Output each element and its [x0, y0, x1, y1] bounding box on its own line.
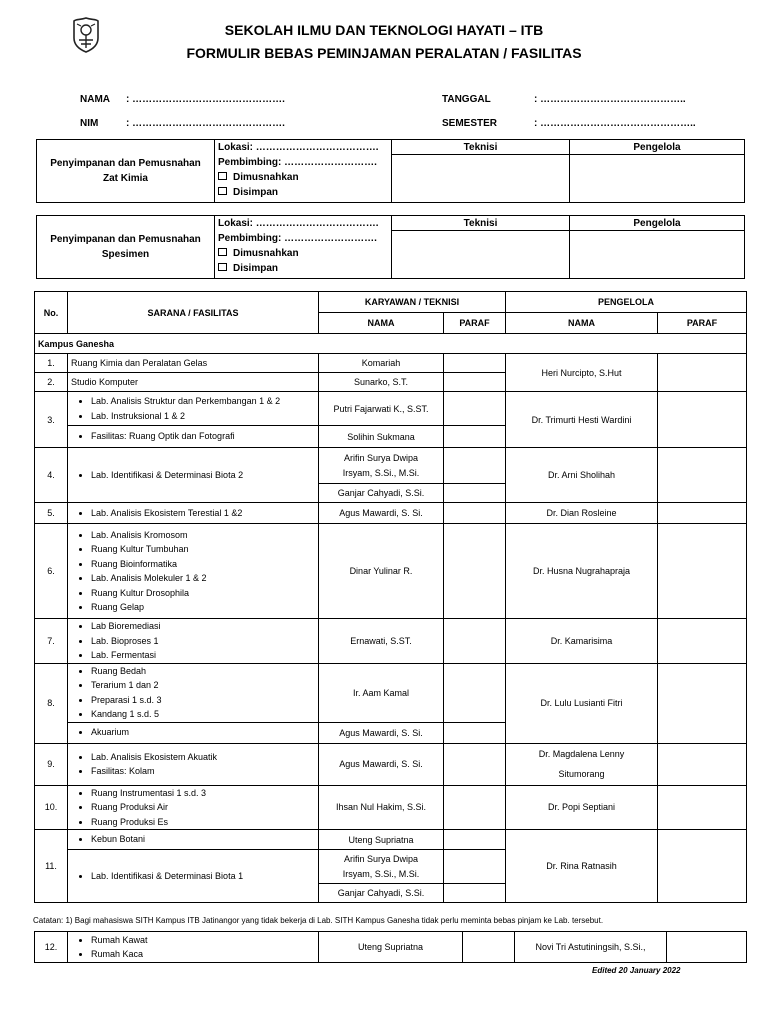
table-row: 10. • Ruang Instrumentasi 1 s.d. 3 • Ruang Produksi Air • Ruang Produksi Es Ihsan Nul Hakim, S.Si. Dr. Popi Septiani — [35, 785, 747, 830]
facilities-table — [34, 291, 747, 903]
col-no: No. — [35, 292, 68, 334]
pengelola-sign-cell[interactable] — [570, 155, 745, 203]
nim-label: NIM — [80, 118, 99, 129]
paraf-cell[interactable] — [444, 503, 506, 524]
pengelola-sign-cell[interactable] — [570, 231, 745, 279]
storage-box-spesimen — [36, 215, 745, 279]
paraf-cell[interactable] — [444, 354, 506, 373]
paraf-cell[interactable] — [444, 722, 506, 743]
paraf-cell[interactable] — [658, 830, 747, 903]
storage-details — [215, 216, 392, 279]
pengelola-header: Pengelola — [570, 140, 745, 155]
table-row: • Akuarium Agus Mawardi, S. Si. — [35, 722, 747, 743]
paraf-cell[interactable] — [444, 484, 506, 503]
paraf-cell[interactable] — [444, 743, 506, 785]
tanggal-label: TANGGAL — [442, 94, 491, 105]
paraf-cell[interactable] — [444, 448, 506, 484]
table-row: 4. • Lab. Identifikasi & Determinasi Biota 2 Arifin Surya Dwipa Irsyam, S.Si., M.Si. Dr. Arni Sholihah — [35, 448, 747, 484]
pembimbing-field[interactable]: Pembimbing: ………………………. — [218, 233, 377, 244]
col-paraf: PARAF — [444, 313, 506, 334]
paraf-cell[interactable] — [658, 619, 747, 664]
table-row: 3. • Lab. Analisis Struktur dan Perkembangan 1 & 2 • Lab. Instruksional 1 & 2 Putri Fajarwati K., S.ST. Dr. Trimurti Hesti Wardini — [35, 392, 747, 426]
tanggal-field[interactable]: : …………………………………….. — [534, 94, 686, 105]
paraf-cell[interactable] — [658, 785, 747, 830]
nama-label: NAMA — [80, 94, 110, 105]
table-row: • Lab. Identifikasi & Determinasi Biota 1 Arifin Surya Dwipa Irsyam, S.Si., M.Si. — [35, 850, 747, 884]
semester-field[interactable]: : ……………………………………….. — [534, 118, 696, 129]
storage-box-zat-kimia — [36, 139, 745, 203]
checkbox-icon[interactable] — [218, 248, 227, 256]
semester-label: SEMESTER — [442, 118, 498, 129]
table-row: Ganjar Cahyadi, S.Si. — [35, 484, 747, 503]
disimpan-option[interactable]: Disimpan — [218, 261, 388, 276]
paraf-cell[interactable] — [444, 392, 506, 426]
pembimbing-field[interactable]: Pembimbing: ………………………. — [218, 157, 377, 168]
storage-title: Penyimpanan dan Pemusnahan Zat Kimia — [37, 140, 215, 203]
table-row: Ganjar Cahyadi, S.Si. — [35, 884, 747, 903]
table-row: 7. • Lab Bioremediasi • Lab. Bioproses 1 • Lab. Fermentasi Ernawati, S.ST. Dr. Kamarisima — [35, 619, 747, 664]
table-row: 8. • Ruang Bedah • Terarium 1 dan 2 • Preparasi 1 s.d. 3 • Kandang 1 s.d. 5 Ir. Aam Kamal Dr. Lulu Lusianti Fitri — [35, 663, 747, 722]
edited-date: Edited 20 January 2022 — [592, 966, 681, 975]
paraf-cell[interactable] — [658, 743, 747, 785]
form-title: FORMULIR BEBAS PEMINJAMAN PERALATAN / FASILITAS — [186, 45, 582, 61]
paraf-cell[interactable] — [444, 785, 506, 830]
paraf-cell[interactable] — [658, 524, 747, 619]
checkbox-icon[interactable] — [218, 172, 227, 180]
teknisi-sign-cell[interactable] — [392, 231, 570, 279]
table-row: 1. Ruang Kimia dan Peralatan Gelas Komariah Heri Nurcipto, S.Hut — [35, 354, 747, 373]
table-row: 2. Studio Komputer Sunarko, S.T. — [35, 373, 747, 392]
paraf-cell[interactable] — [444, 830, 506, 850]
paraf-cell[interactable] — [658, 354, 747, 392]
paraf-cell[interactable] — [444, 619, 506, 664]
paraf-cell[interactable] — [444, 850, 506, 884]
dimusnahkan-option[interactable]: Dimusnahkan — [218, 170, 388, 185]
paraf-cell[interactable] — [444, 663, 506, 722]
paraf-cell[interactable] — [463, 932, 515, 963]
nim-field[interactable]: : ………………………………………. — [126, 118, 285, 129]
paraf-cell[interactable] — [658, 663, 747, 743]
table-row: 12. • Rumah Kawat • Rumah Kaca Uteng Supriatna Novi Tri Astutiningsih, S.Si., — [35, 932, 747, 963]
paraf-cell[interactable] — [444, 884, 506, 903]
school-title: SEKOLAH ILMU DAN TEKNOLOGI HAYATI – ITB — [224, 22, 544, 38]
storage-details — [215, 140, 392, 203]
campus-label: Kampus Ganesha — [35, 334, 747, 354]
teknisi-sign-cell[interactable] — [392, 155, 570, 203]
paraf-cell[interactable] — [658, 392, 747, 448]
dimusnahkan-option[interactable]: Dimusnahkan — [218, 246, 388, 261]
paraf-cell[interactable] — [444, 426, 506, 448]
checkbox-icon[interactable] — [218, 263, 227, 271]
paraf-cell[interactable] — [667, 932, 747, 963]
col-paraf-pengelola: PARAF — [658, 313, 747, 334]
col-nama-pengelola: NAMA — [506, 313, 658, 334]
pengelola-header: Pengelola — [570, 216, 745, 231]
table-row: 6. • Lab. Analisis Kromosom • Ruang Kultur Tumbuhan • Ruang Bioinformatika • Lab. Analisis Molekuler 1 & 2 • Ruang Kultur Drosophila • Ruang Gelap Dinar Yulinar R. Dr. Husna Nugrahapraja — [35, 524, 747, 619]
storage-title: Penyimpanan dan Pemusnahan Spesimen — [37, 216, 215, 279]
lokasi-field[interactable]: Lokasi: ………………………………. — [218, 218, 379, 229]
nama-field[interactable]: : ………………………………………. — [126, 94, 285, 105]
disimpan-option[interactable]: Disimpan — [218, 185, 388, 200]
col-pengelola: PENGELOLA — [506, 292, 747, 313]
table-row: • Fasilitas: Ruang Optik dan Fotografi Solihin Sukmana — [35, 426, 747, 448]
paraf-cell[interactable] — [658, 448, 747, 503]
footnote: Catatan: 1) Bagi mahasiswa SITH Kampus ITB Jatinangor yang tidak bekerja di Lab. SITH Kampus Ganesha tidak perlu meminta bebas pinjam ke Lab. tersebut. — [33, 916, 604, 925]
table-row: 5. • Lab. Analisis Ekosistem Terestial 1 &2 Agus Mawardi, S. Si. Dr. Dian Rosleine — [35, 503, 747, 524]
table-row: 9. • Lab. Analisis Ekosistem Akuatik • Fasilitas: Kolam Agus Mawardi, S. Si. Dr. Magdalena Lenny Situmorang — [35, 743, 747, 785]
paraf-cell[interactable] — [658, 503, 747, 524]
col-karyawan: KARYAWAN / TEKNISI — [319, 292, 506, 313]
teknisi-header: Teknisi — [392, 140, 570, 155]
paraf-cell[interactable] — [444, 373, 506, 392]
checkbox-icon[interactable] — [218, 187, 227, 195]
lokasi-field[interactable]: Lokasi: ………………………………. — [218, 142, 379, 153]
facilities-table-2 — [34, 931, 747, 963]
paraf-cell[interactable] — [444, 524, 506, 619]
table-row: 11. • Kebun Botani Uteng Supriatna Dr. Rina Ratnasih — [35, 830, 747, 850]
teknisi-header: Teknisi — [392, 216, 570, 231]
col-nama: NAMA — [319, 313, 444, 334]
col-sarana: SARANA / FASILITAS — [68, 292, 319, 334]
